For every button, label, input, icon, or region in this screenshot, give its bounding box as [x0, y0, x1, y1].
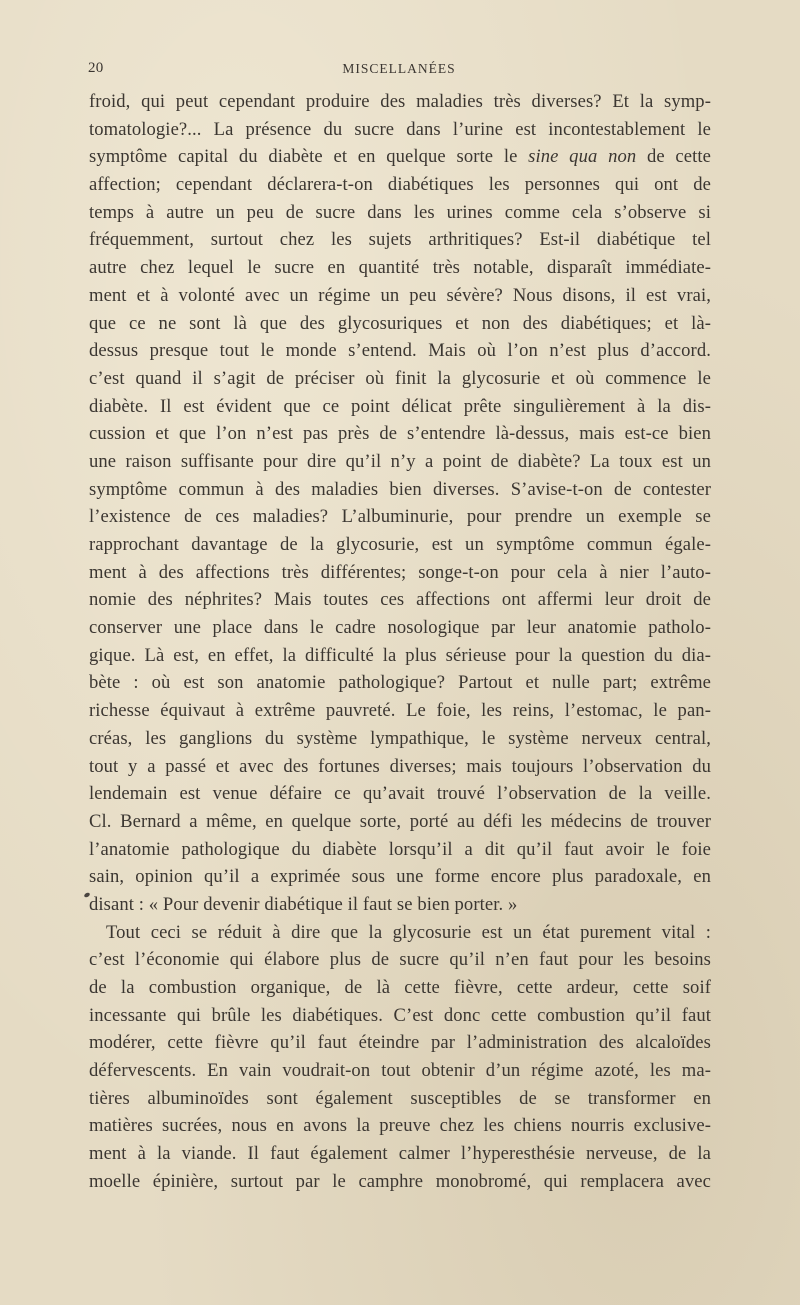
- text-line: symptôme capital du diabète et en quelque sorte le sine qua non de cette: [89, 146, 711, 168]
- text-line: richesse équivaut à extrême pauvreté. Le foie, les reins, l’estomac, le pan-: [89, 700, 711, 722]
- text-line: froid, qui peut cependant produire des maladies très diverses? Et la symp-: [89, 91, 711, 112]
- text-line: diabète. Il est évident que ce point délicat prête singulièrement à la dis-: [89, 395, 711, 417]
- body-text: [89, 88, 711, 1196]
- text-line: bète : où est son anatomie pathologique? Partout et nulle part; extrême: [89, 672, 711, 694]
- text-line: autre chez lequel le sucre en quantité très notable, disparaît immédiate-: [89, 257, 711, 279]
- text-line: matières sucrées, nous en avons la preuve chez les chiens nourris exclusive-: [89, 1115, 711, 1137]
- text-line: gique. Là est, en effet, la difficulté la plus sérieuse pour la question du dia-: [89, 644, 711, 666]
- text-line: Tout ceci se réduit à dire que la glycosurie est un état purement vital :: [106, 921, 711, 943]
- text-line: temps à autre un peu de sucre dans les urines comme cela s’observe si: [89, 201, 711, 223]
- text-line: cussion et que l’on n’est pas près de s’entendre là-dessus, mais est-ce bien: [89, 423, 711, 445]
- text-line: l’anatomie pathologique du diabète lorsqu’il a dit qu’il faut avoir le foie: [89, 838, 711, 860]
- text-line: tomatologie?... La présence du sucre dans l’urine est incontestablement le: [89, 118, 711, 140]
- text-line: créas, les ganglions du système lympathique, le système nerveux central,: [89, 727, 711, 749]
- text-line: que ce ne sont là que des glycosuriques et non des diabétiques; et là-: [89, 312, 711, 334]
- text-line: l’existence de ces maladies? L’albuminurie, pour prendre un exemple se: [89, 506, 711, 528]
- text-line: affection; cependant déclarera-t-on diabétiques les personnes qui ont de: [89, 174, 711, 196]
- text-line: ment et à volonté avec un régime un peu sévère? Nous disons, il est vrai,: [89, 284, 711, 306]
- text-line: ment à la viande. Il faut également calmer l’hyperesthésie nerveuse, de la: [89, 1143, 711, 1165]
- text-line: moelle épinière, surtout par le camphre monobromé, qui remplacera avec: [89, 1170, 711, 1192]
- text-line: c’est l’économie qui élabore plus de sucre qu’il n’en faut pour les besoins: [89, 949, 711, 971]
- text-line: modérer, cette fièvre qu’il faut éteindre par l’administration des alcaloïdes: [89, 1032, 711, 1054]
- text-line: sain, opinion qu’il a exprimée sous une forme encore plus paradoxale, en: [89, 866, 711, 888]
- page-number: 20: [88, 60, 104, 76]
- text-line: lendemain est venue défaire ce qu’avait trouvé l’observation de la veille.: [89, 783, 711, 805]
- text-line: rapprochant davantage de la glycosurie, est un symptôme commun égale-: [89, 534, 711, 555]
- text-line: incessante qui brûle les diabétiques. C’est donc cette combustion qu’il faut: [89, 1004, 711, 1026]
- text-line: tout y a passé et avec des fortunes diverses; mais toujours l’observation du: [89, 755, 711, 777]
- text-line: disant : « Pour devenir diabétique il faut se bien porter. »: [89, 893, 518, 915]
- text-line: tières albuminoïdes sont également susceptibles de se transformer en: [89, 1087, 711, 1109]
- text-line: défervescents. En vain voudrait-on tout obtenir d’un régime azoté, les ma-: [89, 1060, 711, 1082]
- text-line: fréquemment, surtout chez les sujets arthritiques? Est-il diabétique tel: [89, 229, 711, 251]
- text-line: nomie des néphrites? Mais toutes ces affections ont affermi leur droit de: [89, 589, 711, 611]
- text-line: c’est quand il s’agit de préciser où finit la glycosurie et où commence le: [89, 367, 711, 389]
- text-line: dessus presque tout le monde s’entend. Mais où l’on n’est plus d’accord.: [89, 340, 711, 362]
- text-line: Cl. Bernard a même, en quelque sorte, porté au défi les médecins de trouver: [89, 810, 711, 832]
- text-line: de la combustion organique, de là cette fièvre, cette ardeur, cette soif: [89, 977, 711, 998]
- page-header: [88, 60, 710, 82]
- text-line: une raison suffisante pour dire qu’il n’y a point de diabète? La toux est un: [89, 450, 711, 472]
- text-line: conserver une place dans le cadre nosologique par leur anatomie patholo-: [89, 617, 711, 639]
- running-title: MISCELLANÉES: [342, 61, 456, 76]
- text-line: symptôme commun à des maladies bien diverses. S’avise-t-on de contester: [89, 478, 711, 500]
- text-line: ment à des affections très différentes; songe-t-on pour cela à nier l’auto-: [89, 561, 711, 583]
